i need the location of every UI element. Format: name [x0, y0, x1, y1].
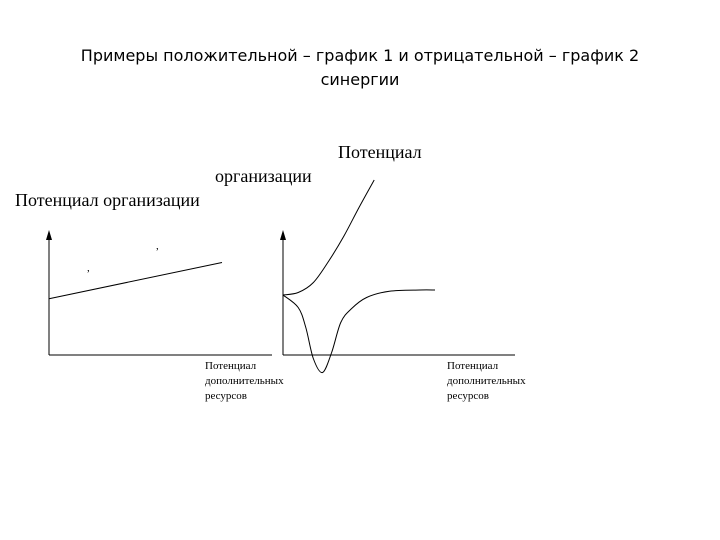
stray-mark-1: ,: [156, 240, 159, 252]
chart-2-line-negative-synergy: [283, 290, 435, 373]
title-line-2: синергии: [320, 70, 400, 89]
stray-mark-2: ,: [87, 262, 90, 274]
chart-2: [280, 180, 515, 373]
chart-1: [46, 230, 272, 355]
y-label-right-line1: Потенциал: [338, 142, 422, 162]
x-label-chart-2: Потенциал дополнительных ресурсов: [447, 360, 526, 402]
chart-1-line-positive-synergy: [49, 263, 222, 299]
x-label-chart-1: Потенциал дополнительных ресурсов: [205, 360, 284, 402]
title-line-1: Примеры положительной – график 1 и отрицательной – график 2: [80, 46, 640, 65]
y-label-right-line2: организации: [215, 166, 312, 186]
chart-2-line-rising-curve: [283, 180, 374, 295]
chart-1-y-axis-arrow: [46, 230, 52, 240]
chart-2-y-axis-arrow: [280, 230, 286, 240]
y-label-left: Потенциал организации: [15, 190, 200, 210]
